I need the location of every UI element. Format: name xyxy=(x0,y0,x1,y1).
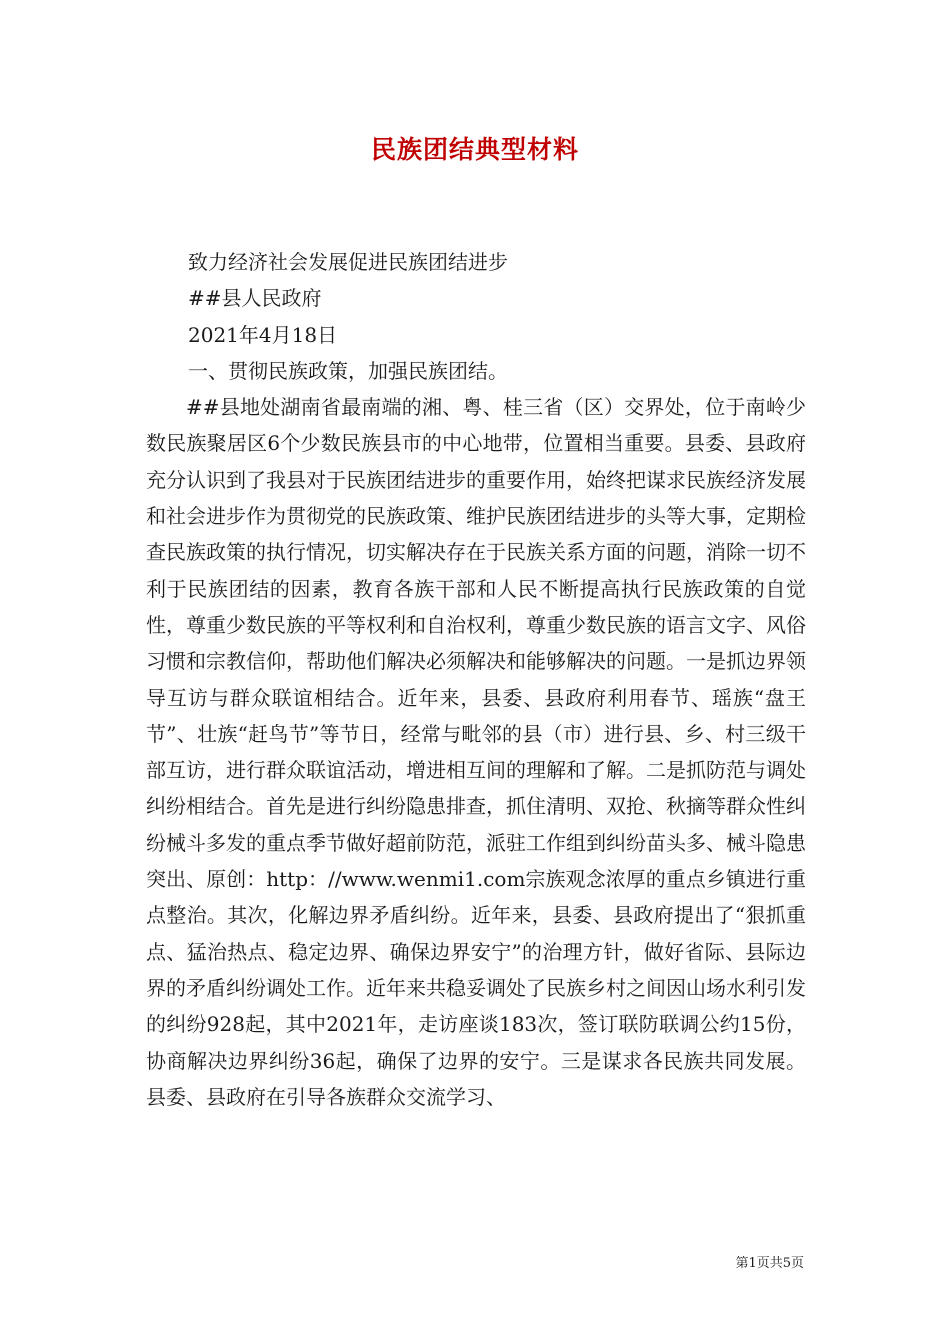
section-heading: 一、贯彻民族政策，加强民族团结。 xyxy=(188,358,508,383)
page-title: 民族团结典型材料 xyxy=(370,135,579,164)
document-date: 2021年4月18日 xyxy=(188,322,338,347)
document-subtitle: 致力经济社会发展促进民族团结进步 xyxy=(188,250,508,274)
document-author: ##县人民政府 xyxy=(188,286,322,311)
document-body xyxy=(146,244,806,1115)
page-number: 第1页共5页 xyxy=(735,1256,804,1271)
body-paragraph: ##县地处湖南省最南端的湘、粤、桂三省（区）交界处，位于南岭少数民族聚居区6个少数民族县市的中心地带，位置相当重要。县委、县政府充分认识到了我县对于民族团结进步的重要作用，始终把谋求民族经济发展和社会进步作为贯彻党的民族政策、维护民族团结进步的头等大事，定期检查民族政策的执行情况，切实解决存在于民族关系方面的问题，消除一切不利于民族团结的因素，教育各族干部和人民不断提高执行民族政策的自觉性，尊重少数民族的平等权利和自治权利，尊重少数民族的语言文字、风俗习惯和宗教信仰，帮助他们解决必须解决和能够解决的问题。一是抓边界领导互访与群众联谊相结合。近年来，县委、县政府利用春节、瑶族“盘王节”、壮族“赶鸟节”等节日，经常与毗邻的县（市）进行县、乡、村三级干部互访，进行群众联谊活动，增进相互间的理解和了解。二是抓防范与调处纠纷相结合。首先是进行纠纷隐患排查，抓住清明、双抢、秋摘等群众性纠纷械斗多发的重点季节做好超前防范，派驻工作组到纠纷苗头多、械斗隐患突出、原创：http：//www.wenmi1.com宗族观念浓厚的重点乡镇进行重点整治。其次，化解边界矛盾纠纷。近年来，县委、县政府提出了“狠抓重点、猛治热点、稳定边界、确保边界安宁”的治理方针，做好省际、县际边界的矛盾纠纷调处工作。近年来共稳妥调处了民族乡村之间因山场水利引发的纠纷928起，其中2021年，走访座谈183次，签订联防联调公约15份，协商解决边界纠纷36起，确保了边界的安宁。三是谋求各民族共同发展。县委、县政府在引导各族群众交流学习、 xyxy=(146,395,806,1109)
